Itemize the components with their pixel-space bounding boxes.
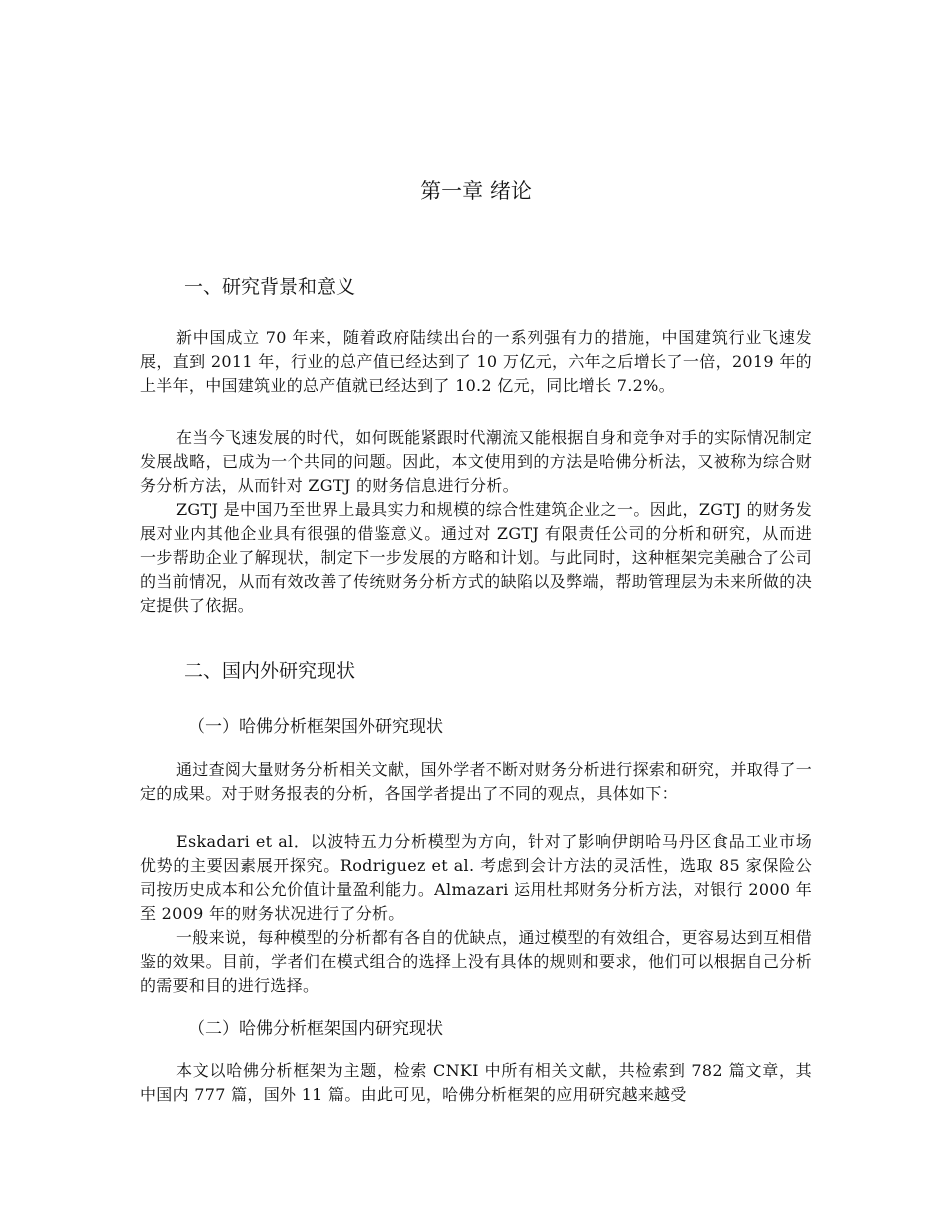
paragraph-domestic-overview: 本文以哈佛分析框架为主题，检索 CNKI 中所有相关文献，共检索到 782 篇文章，其中国内 777 篇，国外 11 篇。由此可见，哈佛分析框架的应用研究越来越受 [140,1061,812,1104]
paragraph-foreign-overview: 通过查阅大量财务分析相关文献，国外学者不断对财务分析进行探索和研究，并取得了一定的成果。对于财务报表的分析，各国学者提出了不同的观点，具体如下： [140,760,812,803]
chapter-title: 第一章 绪论 [420,179,532,203]
paragraph-method-choice: 在当今飞速发展的时代，如何既能紧跟时代潮流又能根据自身和竞争对手的实际情况制定发展战略，已成为一个共同的问题。因此，本文使用到的方法是哈佛分析法，又被称为综合财务分析方法，从而针对 ZGTJ 的财务信息进行分析。 [140,428,812,495]
paragraph-zgtj-significance: ZGTJ 是中国乃至世界上最具实力和规模的综合性建筑企业之一。因此，ZGTJ 的财务发展对业内其他企业具有很强的借鉴意义。通过对 ZGTJ 有限责任公司的分析和研究，从而进一步帮助企业了解现状，制定下一步发展的方略和计划。与此同时，这种框架完美融合了公司的当前情况，从而有效改善了传统财务分析方式的缺陷以及弊端，帮助管理层为未来所做的决定提供了依据。 [140,500,812,615]
paragraph-industry-growth: 新中国成立 70 年来，随着政府陆续出台的一系列强有力的措施，中国建筑行业飞速发展，直到 2011 年，行业的总产值已经达到了 10 万亿元，六年之后增长了一倍，2019 年的上半年，中国建筑业的总产值就已经达到了 10.2 亿元，同比增长 7.2%。 [140,328,812,395]
subsection-title-foreign: （一）哈佛分析框架国外研究现状 [188,717,443,737]
section-title-research-status: 二、国内外研究现状 [184,660,356,682]
paragraph-model-comparison: 一般来说，每种模型的分析都有各自的优缺点，通过模型的有效组合，更容易达到互相借鉴的效果。目前，学者们在模式组合的选择上没有具体的规则和要求，他们可以根据自己分析的需要和目的进行选择。 [140,928,812,995]
paragraph-foreign-studies: Eskadari et al．以波特五力分析模型为方向，针对了影响伊朗哈马丹区食品工业市场优势的主要因素展开探究。Rodriguez et al. 考虑到会计方法的灵活性，选取 85 家保险公司按历史成本和公允价值计量盈利能力。Almazari 运用杜邦财务分析方法，对银行 2000 年至 2009 年的财务状况进行了分析。 [140,832,812,923]
subsection-title-domestic: （二）哈佛分析框架国内研究现状 [188,1019,443,1039]
section-title-background: 一、研究背景和意义 [184,276,356,298]
